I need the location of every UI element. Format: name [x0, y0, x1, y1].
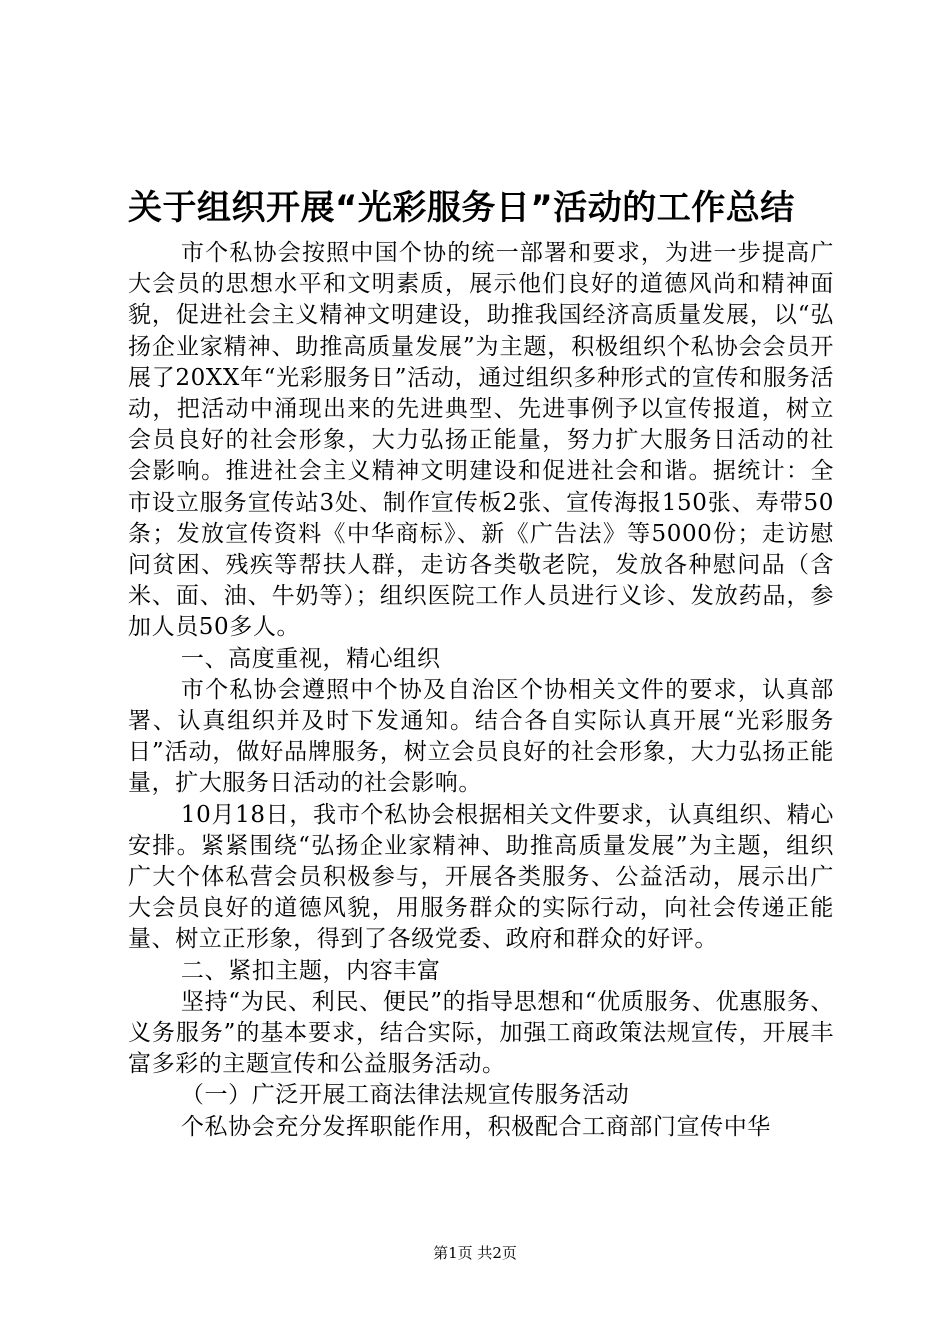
section-2-paragraph-1: 坚持“为民、利民、便民”的指导思想和“优质服务、优惠服务、义务服务”的基本要求，结合实际，加强工商政策法规宣传，开展丰富多彩的主题宣传和公益服务活动。	[128, 988, 834, 1078]
section-1-paragraph-1: 市个私协会遵照中个协及自治区个协相关文件的要求，认真部署、认真组织并及时下发通知。结合各自实际认真开展“光彩服务日”活动，做好品牌服务，树立会员良好的社会形象，大力弘扬正能量，扩大服务日活动的社会影响。	[128, 676, 834, 797]
subsection-1-paragraph-1: 个私协会充分发挥职能作用，积极配合工商部门宣传中华	[180, 1113, 771, 1140]
intro-paragraph: 市个私协会按照中国个协的统一部署和要求，为进一步提高广大会员的思想水平和文明素质，展示他们良好的道德风尚和精神面貌，促进社会主义精神文明建设，助推我国经济高质量发展，以“弘扬企业家精神、助推高质量发展”为主题，积极组织个私协会会员开展了20XX年“光彩服务日”活动，通过组织多种形式的宣传和服务活动，把活动中涌现出来的先进典型、先进事例予以宣传报道，树立会员良好的社会形象，大力弘扬正能量，努力扩大服务日活动的社会影响。推进社会主义精神文明建设和促进社会和谐。据统计：全市设立服务宣传站3处、制作宣传板2张、宣传海报150张、寿带50条；发放宣传资料《中华商标》、新《广告法》等5000份；走访慰问贫困、残疾等帮扶人群，走访各类敬老院，发放各种慰问品（含米、面、油、牛奶等）；组织医院工作人员进行义诊、发放药品，参加人员50多人。	[128, 240, 834, 641]
section-1-paragraph-2: 10月18日，我市个私协会根据相关文件要求，认真组织、精心安排。紧紧围绕“弘扬企业家精神、助推高质量发展”为主题，组织广大个体私营会员积极参与，开展各类服务、公益活动，展示出广大会员良好的道德风貌，用服务群众的实际行动，向社会传递正能量、树立正形象，得到了各级党委、政府和群众的好评。	[128, 801, 834, 953]
section-heading-1: 一、高度重视，精心组织	[180, 645, 441, 672]
subsection-heading-1: （一）广泛开展工商法律法规宣传服务活动	[180, 1082, 630, 1109]
page-number-footer: 第1页 共2页	[433, 1244, 517, 1262]
section-heading-2: 二、紧扣主题，内容丰富	[180, 957, 441, 984]
document-title: 关于组织开展“光彩服务日”活动的工作总结	[128, 188, 795, 228]
document-body	[128, 238, 834, 1143]
